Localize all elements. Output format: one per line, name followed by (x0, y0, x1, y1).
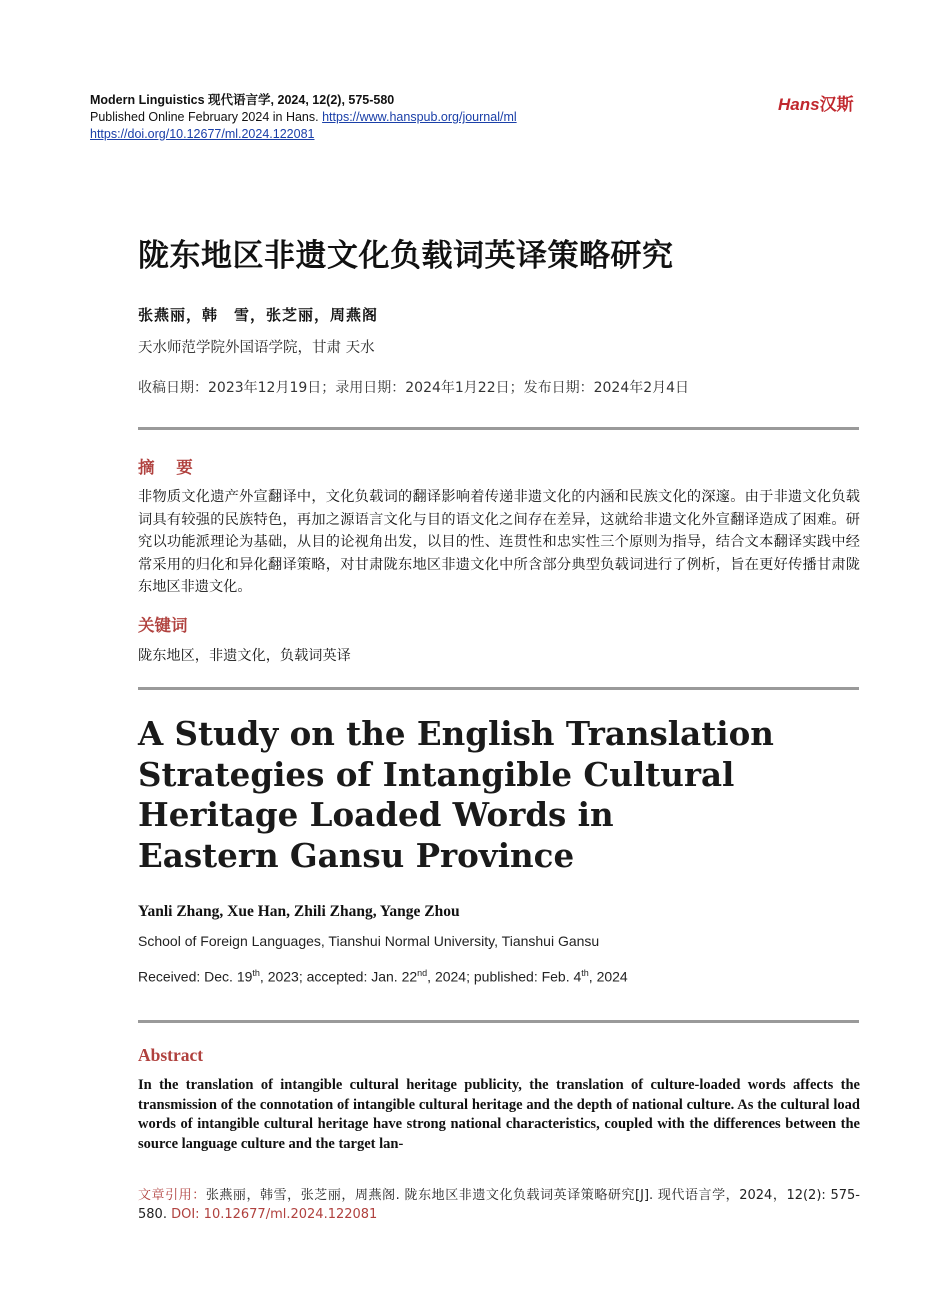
en-affiliation: School of Foreign Languages, Tianshui Normal University, Tianshui Gansu (138, 933, 600, 949)
hans-logo (778, 90, 854, 115)
logo-cn-text: 汉斯 (819, 95, 854, 114)
citation-text: 张燕丽，韩雪，张芝丽，周燕阁. 陇东地区非遗文化负载词英译策略研究[J]. 现代语言学，2024，12(2): 575-580. (138, 1188, 860, 1222)
journal-line: Modern Linguistics 现代语言学, 2024, 12(2), 575-580 (90, 93, 395, 107)
cn-keywords: 陇东地区，非遗文化，负载词英译 (138, 648, 351, 664)
doi-line (90, 126, 314, 143)
year-tail: , 2024 (588, 968, 628, 985)
cn-abstract-heading: 摘 要 (138, 458, 201, 477)
published-line (90, 109, 517, 126)
doi-url-link[interactable]: https://doi.org/10.12677/ml.2024.122081 (90, 127, 315, 141)
en-dates (138, 968, 628, 985)
divider-top (138, 427, 859, 430)
citation-label: 文章引用： (138, 1188, 206, 1203)
published-sup: th (581, 968, 589, 978)
en-title-line-3: Heritage Loaded Words in (138, 795, 614, 834)
cn-dates: 收稿日期：2023年12月19日；录用日期：2024年1月22日；发布日期：2024年2月4日 (138, 380, 690, 396)
cn-authors: 张燕丽，韩 雪，张芝丽，周燕阁 (138, 306, 379, 324)
cn-abstract-text: 非物质文化遗产外宣翻译中，文化负载词的翻译影响着传递非遗文化的内涵和民族文化的深邃。由于非遗文化负载词具有较强的民族特色，再加之源语言文化与目的语文化之间存在差异，这就给非遗文化外宣翻译造成了困难。研究以功能派理论为基础，从目的论视角出发，以目的性、连贯性和忠实性三个原则为指导，结合文本翻译实践中经常采用的归化和异化翻译策略，对甘肃陇东地区非遗文化中所含部分典型负载词进行了例析，旨在更好传播甘肃陇东地区非遗文化。 (138, 489, 860, 595)
en-title-line-2: Strategies of Intangible Cultural (138, 754, 735, 794)
cn-affiliation: 天水师范学院外国语学院，甘肃 天水 (138, 340, 375, 356)
journal-url-link[interactable]: https://www.hanspub.org/journal/ml (322, 110, 517, 124)
en-authors: Yanli Zhang, Xue Han, Zhili Zhang, Yange Zhou (138, 903, 460, 920)
en-title-line-4: Eastern Gansu Province (138, 835, 575, 875)
divider-middle (138, 687, 859, 690)
published-text: , 2024; published: Feb. 4 (427, 968, 582, 985)
citation (138, 1186, 860, 1224)
received-text: Received: Dec. 19 (138, 968, 253, 985)
en-title (138, 714, 838, 876)
published-prefix: Published Online February 2024 in Hans. (90, 110, 323, 124)
received-sup: th (252, 968, 260, 978)
citation-doi[interactable]: DOI: 10.12677/ml.2024.122081 (171, 1207, 378, 1222)
en-abstract-text: In the translation of intangible cultural heritage publicity, the translation of culture-loaded words affects the transmission of the connotation of intangible cultural heritage and the depth of national culture. As the cultural load words of intangible cultural heritage have strong national characteristics, coupled with the differences between the source language culture and the target lan- (138, 1077, 860, 1152)
en-title-line-1: A Study on the English Translation (138, 714, 774, 753)
divider-bottom (138, 1020, 859, 1023)
logo-hans-text: Hans (778, 95, 820, 114)
en-abstract-heading: Abstract (138, 1045, 204, 1065)
accepted-text: , 2023; accepted: Jan. 22 (259, 968, 418, 985)
accepted-sup: nd (417, 968, 428, 978)
cn-title: 陇东地区非遗文化负载词英译策略研究 (138, 238, 674, 274)
cn-keywords-heading: 关键词 (138, 616, 188, 635)
